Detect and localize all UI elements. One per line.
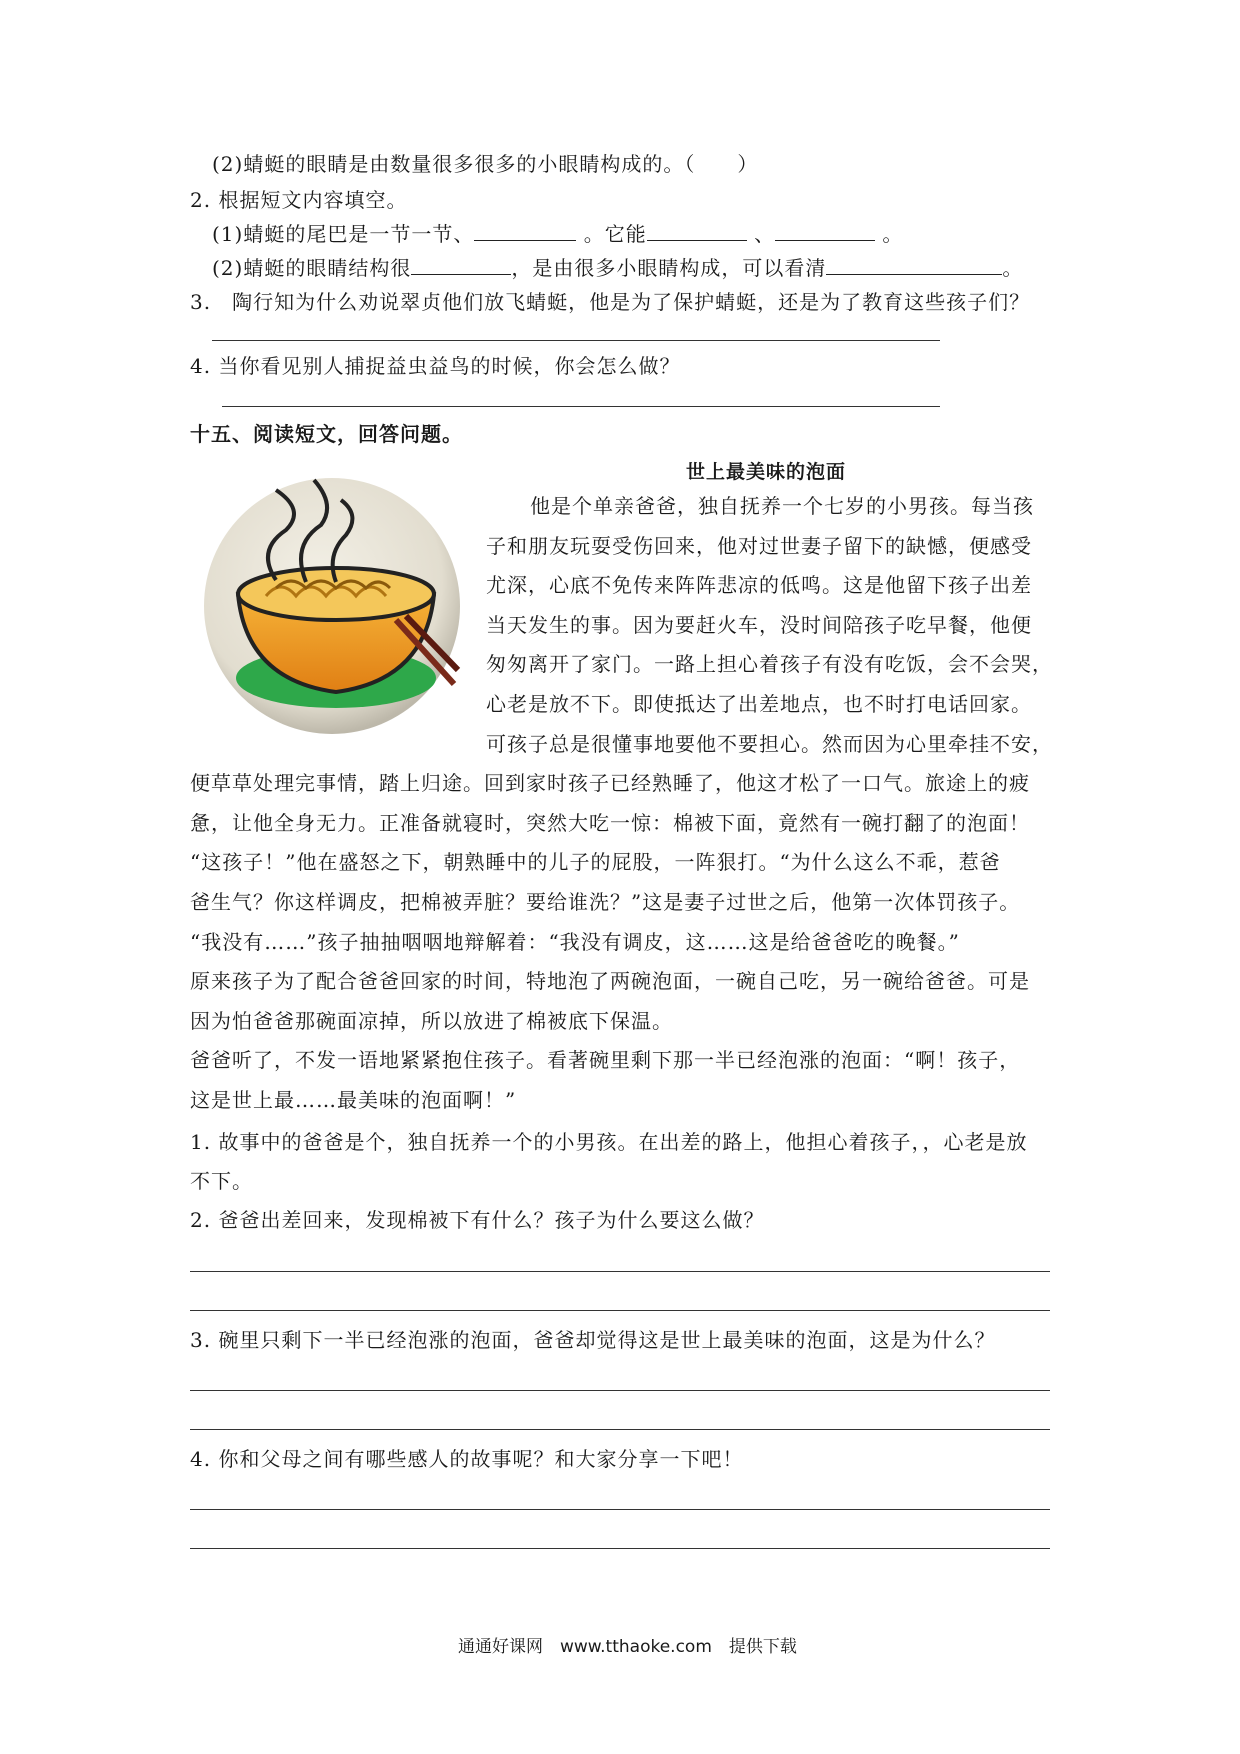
q2-item2-text-c: 。 [1002,256,1024,280]
q2-title: 2. 根据短文内容填空。 [190,188,408,212]
q4: 4. 当你看见别人捕捉益虫益鸟的时候，你会怎么做？ [190,354,681,378]
q2-item2-text-a: (2)蜻蜓的眼睛结构很 [212,256,412,280]
section-heading: 十五、阅读短文，回答问题。 [190,422,463,446]
answer-line[interactable] [190,1271,1050,1272]
answer-blank[interactable] [411,254,511,275]
q2-item2 [212,254,1023,282]
passage-line: 尤深，心底不免传来阵阵悲凉的低鸣。这是他留下孩子出差 [486,573,1032,598]
question-line: 1. 故事中的爸爸是个，独自抚养一个的小男孩。在出差的路上，他担心着孩子，，心老是放 [190,1130,1028,1154]
question-line: 2. 爸爸出差回来，发现棉被下有什么？孩子为什么要这么做？ [190,1208,765,1232]
passage-line: 因为怕爸爸那碗面凉掉，所以放进了棉被底下保温。 [190,1008,673,1033]
answer-blank[interactable] [474,220,576,241]
footer-credit: 通通好课网 www.tthaoke.com 提供下载 [458,1637,797,1657]
noodle-bowl-illustration [196,470,468,742]
answer-line[interactable] [212,340,940,341]
answer-blank[interactable] [647,220,747,241]
passage-line: 他是个单亲爸爸，独自抚养一个七岁的小男孩。每当孩 [530,494,1034,518]
passage-line: 当天发生的事。因为要赶火车，没时间陪孩子吃早餐，他便 [486,612,1032,637]
passage-line: 便草草处理完事情，踏上归途。回到家时孩子已经熟睡了，他这才松了一口气。旅途上的疲 [190,771,1030,796]
answer-blank[interactable] [775,220,875,241]
q2-item2-text-b: ，是由很多小眼睛构成，可以看清 [511,256,827,280]
passage-line: 这是世上最……最美味的泡面啊！” [190,1088,517,1112]
passage-title: 世上最美味的泡面 [686,461,847,483]
q2-item1-text-d: 。 [882,222,904,246]
answer-line[interactable] [190,1310,1050,1311]
passage-line: 爸生气？你这样调皮，把棉被弄脏？要给谁洗？”这是妻子过世之后，他第一次体罚孩子。 [190,890,1021,914]
passage-line: 惫，让他全身无力。正准备就寝时，突然大吃一惊：棉被下面，竟然有一碗打翻了的泡面！ [190,810,1030,835]
q2-item1-text-a: (1)蜻蜓的尾巴是一节一节、 [212,222,475,246]
passage-line: 匆匆离开了家门。一路上担心着孩子有没有吃饭，会不会哭， [486,652,1053,677]
answer-line[interactable] [190,1548,1050,1549]
passage-line: 心老是放不下。即使抵达了出差地点，也不时打电话回家。 [486,692,1032,716]
passage-line: 可孩子总是很懂事地要他不要担心。然而因为心里牵挂不安， [486,731,1053,756]
answer-blank[interactable] [826,254,1002,275]
passage-line: 子和朋友玩耍受伤回来，他对过世妻子留下的缺憾，便感受 [486,533,1032,558]
q2-item1-text-b: 。它能 [583,222,647,246]
passage-line: “我没有……”孩子抽抽咽咽地辩解着：“我没有调皮，这……这是给爸爸吃的晚餐。” [190,929,960,954]
q3: 3. 陶行知为什么劝说翠贞他们放飞蜻蜓，他是为了保护蜻蜓，还是为了教育这些孩子们？ [190,290,1031,314]
passage-line: 爸爸听了，不发一语地紧紧抱住孩子。看著碗里剩下那一半已经泡涨的泡面：“啊！孩子， [190,1048,1021,1073]
answer-line[interactable] [190,1390,1050,1391]
passage-line: 原来孩子为了配合爸爸回家的时间，特地泡了两碗泡面，一碗自己吃，另一碗给爸爸。可是 [190,969,1030,994]
passage-line: “这孩子！”他在盛怒之下，朝熟睡中的儿子的屁股，一阵狠打。“为什么这么不乖，惹爸 [190,850,1001,875]
q2-item1 [212,220,903,248]
answer-line[interactable] [222,406,940,407]
question-line: 3. 碗里只剩下一半已经泡涨的泡面，爸爸却觉得这是世上最美味的泡面，这是为什么？ [190,1328,996,1352]
answer-line[interactable] [190,1429,1050,1430]
answer-line[interactable] [190,1509,1050,1510]
q1-item2: (2)蜻蜓的眼睛是由数量很多很多的小眼睛构成的。（ ） [212,152,759,176]
question-line: 不下。 [190,1169,253,1193]
q2-item1-text-c: 、 [754,222,776,246]
question-line: 4. 你和父母之间有哪些感人的故事呢？和大家分享一下吧！ [190,1447,744,1471]
